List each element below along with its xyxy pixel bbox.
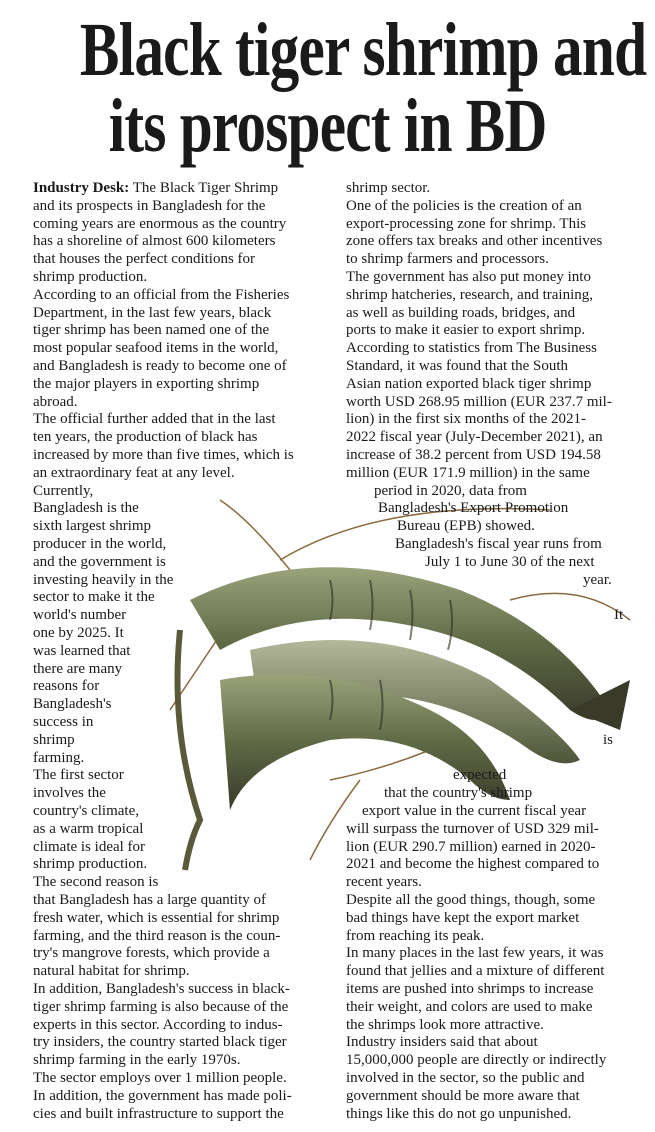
- headline-line-2: [0, 84, 655, 168]
- left-column-line: [33, 500, 139, 517]
- line-text: the major players in exporting shrimp: [33, 375, 260, 392]
- right-column-line: lion) in the first six months of the 2021-: [346, 411, 586, 428]
- line-text: ten years, the production of black has: [33, 429, 258, 446]
- line-text: fresh water, which is essential for shrimp: [33, 909, 280, 926]
- left-column-line: [33, 803, 139, 820]
- left-column-line: [33, 963, 190, 980]
- left-column-line: [33, 714, 93, 731]
- line-text: In addition, Bangladesh's success in black-: [33, 981, 290, 997]
- right-column-line: Bureau (EPB) showed.: [397, 518, 535, 535]
- line-text: coming years are enormous as the country: [33, 215, 287, 232]
- left-column-line: [33, 322, 269, 339]
- right-column-line: Bangladesh's Export Promotion: [378, 500, 569, 517]
- line-text: investing heavily in the: [33, 571, 174, 588]
- line-text: success in: [33, 714, 94, 730]
- right-column-line: their weight, and colors are used to make: [346, 998, 593, 1015]
- left-column-line: [33, 856, 147, 873]
- right-column-line: lion (EUR 290.7 million) earned in 2020-: [346, 838, 596, 855]
- byline: Industry Desk:: [33, 180, 130, 196]
- line-text: The sector employs over 1 million people.: [33, 1070, 287, 1086]
- right-column-line: export-processing zone for shrimp. This: [346, 215, 587, 232]
- right-column-line: The government has also put money into: [346, 269, 591, 285]
- line-text: The second reason is: [33, 874, 159, 891]
- left-column-line: [33, 483, 93, 500]
- right-column-line: worth USD 268.95 million (EUR 237.7 mil-: [346, 393, 612, 410]
- left-column-line: [33, 732, 75, 749]
- line-text: and its prospects in Bangladesh for the: [33, 197, 266, 214]
- line-text: In addition, the government has made poli-: [33, 1087, 292, 1104]
- right-column-line: 2022 fiscal year (July-December 2021), an: [346, 429, 603, 446]
- right-column-line: year.: [583, 571, 612, 588]
- left-column-line: [33, 1070, 287, 1087]
- left-column-line: [33, 269, 147, 286]
- right-column-line: is: [603, 731, 614, 748]
- line-text: According to an official from the Fisheries: [33, 286, 290, 303]
- right-column-line: Standard, it was found that the South: [346, 358, 569, 374]
- line-text: and the government is: [33, 553, 166, 570]
- right-column-line: found that jellies and a mixture of different: [346, 963, 605, 980]
- line-text: try insiders, the country started black tiger: [33, 1034, 287, 1051]
- right-column-line: Asian nation exported black tiger shrimp: [346, 375, 592, 392]
- left-column-line: [33, 536, 166, 553]
- right-column-line: as well as building roads, bridges, and: [346, 304, 576, 321]
- left-column-line: [33, 447, 294, 464]
- right-column-line: ports to make it easier to export shrimp.: [346, 322, 586, 339]
- line-text: reasons for: [33, 678, 100, 695]
- right-column-line: One of the policies is the creation of an: [346, 197, 582, 214]
- left-column-line: [33, 625, 124, 642]
- right-column-line: bad things have kept the export market: [346, 909, 580, 926]
- right-column-line: According to statistics from The Business: [346, 340, 597, 357]
- left-column-line: [33, 572, 173, 589]
- right-column-line: Despite all the good things, though, some: [346, 892, 596, 908]
- line-text: sixth largest shrimp: [33, 518, 152, 535]
- right-column-line: Bangladesh's fiscal year runs from: [395, 536, 602, 552]
- left-column-line: [33, 999, 288, 1016]
- right-column-line: involved in the sector, so the public and: [346, 1070, 585, 1086]
- left-column-line: [33, 518, 151, 535]
- line-text: The Black Tiger Shrimp: [129, 180, 279, 196]
- headline-text: Black tiger shrimp and: [79, 8, 647, 92]
- right-column-line: will surpass the turnover of USD 329 mil-: [346, 820, 599, 837]
- line-text: try's mangrove forests, which provide a: [33, 945, 270, 962]
- left-column-line: [33, 1106, 284, 1123]
- right-column-line: things like this do not go unpunished.: [346, 1105, 572, 1122]
- right-column-line: In many places in the last few years, it was: [346, 945, 604, 962]
- right-column-line: 2021 and become the highest compared to: [346, 856, 600, 873]
- line-text: there are many: [33, 660, 123, 677]
- right-column-line: July 1 to June 30 of the next: [425, 553, 595, 570]
- left-column-line: [33, 945, 270, 962]
- line-text: tiger shrimp has been named one of the: [33, 322, 270, 339]
- line-text: increased by more than five times, which is: [33, 447, 294, 463]
- line-text: an extraordinary feat at any level.: [33, 464, 235, 481]
- left-column-line: [33, 340, 278, 357]
- left-column-line: [33, 839, 145, 856]
- left-column-line: [33, 554, 166, 571]
- right-column-line: It: [614, 607, 624, 624]
- right-column-line: Industry insiders said that about: [346, 1034, 538, 1051]
- left-column-line: [33, 198, 265, 215]
- left-column-line: [33, 411, 276, 428]
- line-text: has a shoreline of almost 600 kilometers: [33, 233, 276, 250]
- left-column-line: [33, 750, 84, 767]
- left-column-line: [33, 767, 124, 784]
- line-text: cies and built infrastructure to support the: [33, 1105, 284, 1122]
- line-text: Bangladesh is the: [33, 500, 139, 517]
- right-column-line: million (EUR 171.9 million) in the same: [346, 464, 590, 481]
- left-column-line: [33, 874, 158, 891]
- left-column-line: [33, 180, 278, 197]
- left-column-line: [33, 251, 255, 268]
- left-column-line: [33, 1052, 240, 1069]
- line-text: involves the: [33, 785, 106, 802]
- left-column-line: [33, 465, 235, 482]
- headline-line-1: [0, 8, 655, 92]
- left-column-line: [33, 429, 258, 446]
- left-column-line: [33, 589, 155, 606]
- right-column-line: shrimp sector.: [346, 180, 431, 196]
- line-text: experts in this sector. According to indus-: [33, 1016, 283, 1033]
- right-column-line: recent years.: [346, 874, 422, 891]
- left-column-line: [33, 287, 289, 304]
- line-text: producer in the world,: [33, 536, 167, 552]
- left-column-line: [33, 910, 279, 927]
- left-column-line: [33, 216, 286, 233]
- left-column-line: [33, 1034, 287, 1051]
- right-column-line: period in 2020, data from: [374, 482, 527, 499]
- right-column-line: 15,000,000 people are directly or indirectly: [346, 1052, 607, 1069]
- line-text: that Bangladesh has a large quantity of: [33, 892, 266, 908]
- left-column-line: [33, 981, 290, 998]
- line-text: shrimp production.: [33, 269, 148, 285]
- left-column-line: [33, 1017, 283, 1034]
- left-column-line: [33, 785, 106, 802]
- line-text: shrimp production.: [33, 856, 148, 873]
- line-text: as a warm tropical: [33, 820, 144, 837]
- line-text: most popular seafood items in the world,: [33, 340, 279, 357]
- line-text: abroad.: [33, 393, 78, 410]
- left-column-line: [33, 305, 271, 322]
- line-text: and Bangladesh is ready to become one of: [33, 358, 287, 374]
- left-column-line: [33, 1088, 292, 1105]
- line-text: that houses the perfect conditions for: [33, 251, 256, 268]
- line-text: country's climate,: [33, 803, 140, 819]
- left-column-line: [33, 892, 266, 909]
- right-column-line: zone offers tax breaks and other incentives: [346, 233, 603, 250]
- line-text: farming.: [33, 749, 85, 766]
- left-column-line: [33, 661, 122, 678]
- left-column-line: [33, 643, 130, 660]
- right-column-line: government should be more aware that: [346, 1087, 580, 1104]
- line-text: sector to make it the: [33, 589, 155, 606]
- line-text: world's number: [33, 607, 127, 624]
- line-text: was learned that: [33, 642, 131, 659]
- right-column-line: from reaching its peak.: [346, 927, 485, 944]
- line-text: one by 2025. It: [33, 625, 124, 641]
- left-column-line: [33, 607, 126, 624]
- right-column-line: to shrimp farmers and processors.: [346, 251, 549, 268]
- line-text: shrimp farming in the early 1970s.: [33, 1052, 241, 1069]
- left-column-line: [33, 233, 275, 250]
- line-text: Department, in the last few years, black: [33, 304, 272, 321]
- line-text: natural habitat for shrimp.: [33, 963, 190, 980]
- line-text: farming, and the third reason is the coun-: [33, 927, 281, 944]
- right-column-line: expected: [453, 767, 507, 784]
- headline-text: its prospect in BD: [108, 84, 547, 168]
- line-text: shrimp: [33, 731, 75, 748]
- line-text: The official further added that in the last: [33, 411, 276, 428]
- line-text: Currently,: [33, 482, 94, 499]
- left-column-line: [33, 394, 78, 411]
- left-column-line: [33, 821, 143, 838]
- right-column-line: shrimp hatcheries, research, and training,: [346, 286, 593, 303]
- line-text: The first sector: [33, 767, 124, 784]
- line-text: tiger shrimp farming is also because of the: [33, 998, 289, 1015]
- left-column-line: [33, 928, 280, 945]
- line-text: climate is ideal for: [33, 838, 146, 855]
- right-column-line: items are pushed into shrimps to increase: [346, 981, 594, 997]
- left-column-line: [33, 696, 112, 713]
- left-column-line: [33, 376, 259, 393]
- line-text: Bangladesh's: [33, 696, 112, 713]
- right-column-line: the shrimps look more attractive.: [346, 1016, 544, 1033]
- right-column-line: that the country's shrimp: [384, 785, 533, 802]
- left-column-line: [33, 358, 287, 375]
- right-column-line: increase of 38.2 percent from USD 194.58: [346, 447, 601, 463]
- right-column-line: export value in the current fiscal year: [362, 803, 587, 819]
- left-column-line: [33, 678, 99, 695]
